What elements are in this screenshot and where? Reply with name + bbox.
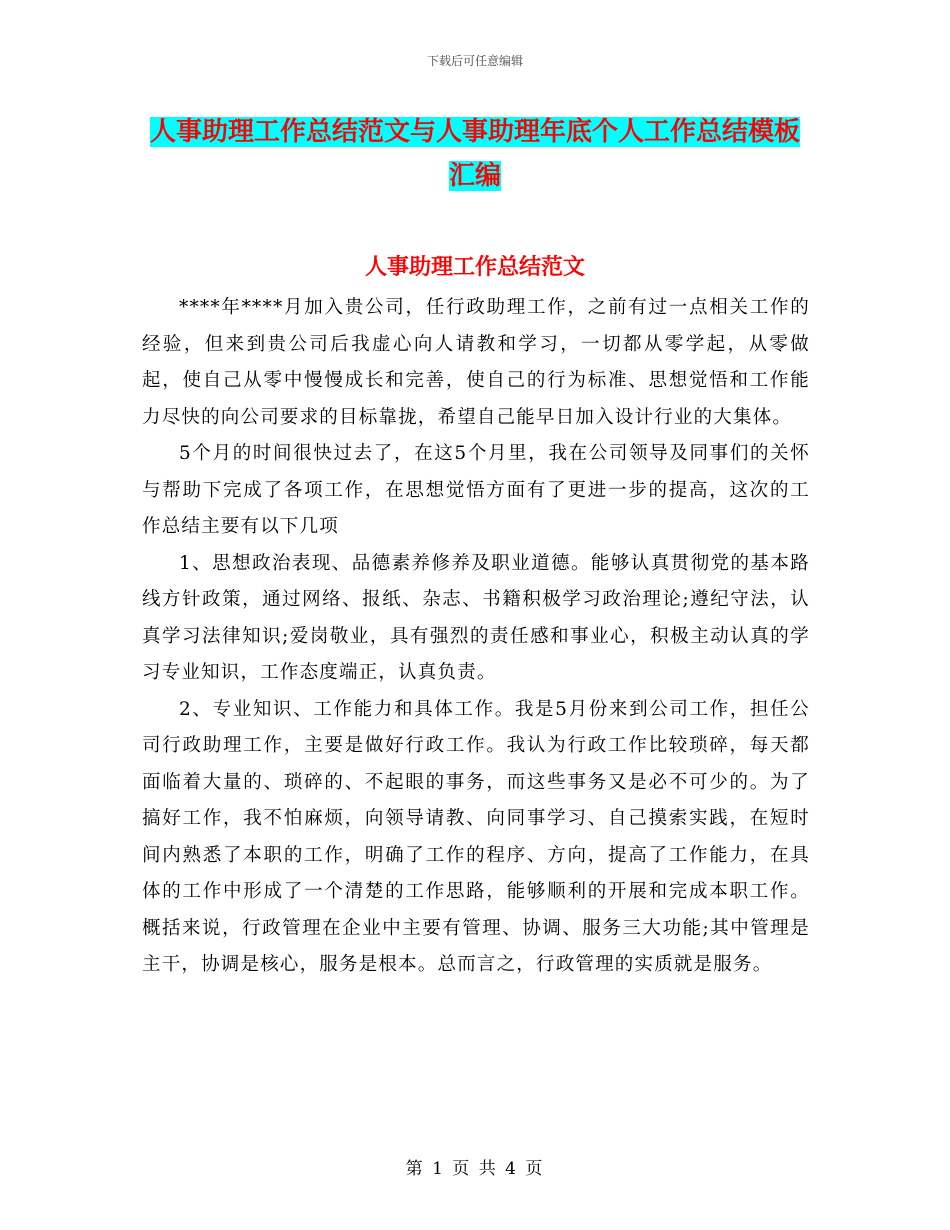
paragraph-3: 1、思想政治表现、品德素养修养及职业道德。能够认真贯彻党的基本路线方针政策，通过网络、报纸、杂志、书籍积极学习政治理论;遵纪守法，认真学习法律知识;爱岗敬业，具有强烈的责任感和事业心，积极主动认真的学习专业知识，工作态度端正，认真负责。 <box>142 552 810 683</box>
paragraph-4: 2、专业知识、工作能力和具体工作。我是5月份来到公司工作，担任公司行政助理工作，主要是做好行政工作。我认为行政工作比较琐碎，每天都面临着大量的、琐碎的、不起眼的事务，而这些事务又是必不可少的。为了搞好工作，我不怕麻烦，向领导请教、向同事学习、自己摸索实践，在短时间内熟悉了本职的工作，明确了工作的程序、方向，提高了工作能力，在具体的工作中形成了一个清楚的工作思路，能够顺利的开展和完成本职工作。概括来说，行政管理在企业中主要有管理、协调、服务三大功能;其中管理是主干，协调是核心，服务是根本。总而言之，行政管理的实质就是服务。 <box>142 698 810 975</box>
section-title: 人事助理工作总结范文 <box>364 255 585 280</box>
paragraph-2: 5个月的时间很快过去了，在这5个月里，我在公司领导及同事们的关怀与帮助下完成了各项工作，在思想觉悟方面有了更进一步的提高，这次的工作总结主要有以下几项 <box>142 443 810 537</box>
paragraph-1: ****年****月加入贵公司，任行政助理工作，之前有过一点相关工作的经验，但来到贵公司后我虚心向人请教和学习，一切都从零学起，从零做起，使自己从零中慢慢成长和完善，使自己的行为标准、思想觉悟和工作能力尽快的向公司要求的目标靠拢，希望自己能早日加入设计行业的大集体。 <box>142 297 810 428</box>
document-title <box>140 110 810 198</box>
document-body <box>142 290 810 984</box>
page-number-footer: 第 1 页 共 4 页 <box>405 1159 545 1179</box>
document-title-text: 人事助理工作总结范文与人事助理年底个人工作总结模板汇编 <box>149 117 800 191</box>
header-note: 下载后可任意编辑 <box>426 54 523 68</box>
